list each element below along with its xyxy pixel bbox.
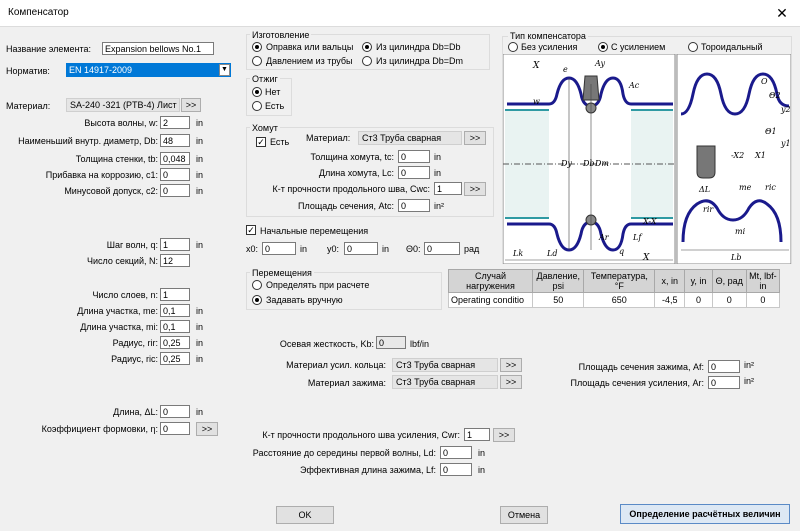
ric-label: Радиус, ric: — [111, 354, 158, 364]
diagram-label-lk: Lk — [513, 249, 524, 258]
wave-height-label: Высота волны, w: — [84, 118, 158, 128]
diagram-label-db: Db — [583, 159, 595, 168]
material-label: Материал: — [6, 101, 51, 111]
forming-coef-more-button[interactable]: >> — [196, 422, 218, 436]
type-none-radio[interactable] — [508, 42, 518, 52]
ring-material-label: Материал усил. кольца: — [286, 360, 386, 370]
bellows-diagram — [503, 54, 791, 264]
col-mt: Mt, lbf-in — [746, 270, 779, 293]
norm-label: Норматив: — [6, 66, 50, 76]
anneal-no-label: Нет — [265, 87, 281, 97]
type-none-label: Без усиления — [521, 42, 578, 52]
unit: in — [300, 244, 308, 254]
diagram-label-ar: Ar — [599, 233, 609, 242]
unit: in — [478, 465, 486, 475]
manufacturing-title: Изготовление — [252, 30, 310, 40]
element-name-input[interactable]: Expansion bellows No.1 — [102, 42, 214, 55]
delta-l-label: Длина, ΔL: — [113, 407, 158, 417]
forming-coef-input[interactable]: 0 — [160, 422, 190, 435]
type-reinforced-radio[interactable] — [598, 42, 608, 52]
unit: in² — [434, 201, 445, 211]
min-diameter-label: Наименьший внутр. диаметр, Db: — [18, 136, 158, 146]
element-name-label: Название элемента: — [6, 44, 92, 54]
layers-label: Число слоев, n: — [92, 290, 158, 300]
wall-thickness-input[interactable]: 0,048 — [160, 152, 190, 165]
sections-input[interactable]: 12 — [160, 254, 190, 267]
diagram-label-e: e — [563, 65, 568, 74]
layers-input[interactable]: 1 — [160, 288, 190, 301]
initial-moves-checkbox[interactable]: ✓ — [247, 225, 255, 235]
len-mi-input[interactable]: 0,1 — [160, 320, 190, 333]
anneal-title: Отжиг — [252, 74, 278, 84]
table-cell[interactable]: 0 — [685, 293, 712, 308]
diagram-label-me: me — [739, 183, 752, 192]
window-title: Компенсатор — [8, 7, 69, 18]
col-temperature: Температура, °F — [584, 270, 655, 293]
manuf-pipe-label: Давлением из трубы — [266, 56, 353, 66]
cyl-db-radio[interactable] — [362, 42, 372, 52]
collar-lc-label: Длина хомута, Lc: — [318, 168, 394, 178]
minus-tolerance-input[interactable]: 0 — [160, 184, 190, 197]
unit: in — [196, 136, 204, 146]
wave-height-input[interactable]: 2 — [160, 116, 190, 129]
col-pressure: Давление, psi — [533, 270, 584, 293]
len-me-input[interactable]: 0,1 — [160, 304, 190, 317]
collar-atc-label: Площадь сечения, Atc: — [298, 201, 394, 211]
manuf-mandrel-label: Оправка или вальцы — [266, 42, 354, 52]
unit: in — [196, 118, 204, 128]
cwr-input[interactable]: 1 — [464, 428, 490, 441]
collar-material-label: Материал: — [306, 133, 351, 143]
unit: in² — [744, 360, 755, 370]
ok-button[interactable]: OK — [276, 506, 334, 524]
diagram-label-o: O — [761, 77, 768, 86]
unit: in — [196, 322, 204, 332]
anneal-no-radio[interactable] — [252, 87, 262, 97]
unit: in² — [744, 376, 755, 386]
clamp-material-select[interactable]: Ст3 Труба сварная — [392, 375, 498, 389]
manuf-mandrel-radio[interactable] — [252, 42, 262, 52]
unit: рад — [464, 244, 480, 254]
rir-label: Радиус, rir: — [112, 338, 158, 348]
compensator-type-title: Тип компенсатора — [510, 31, 586, 41]
wall-thickness-label: Толщина стенки, tb: — [75, 154, 158, 164]
collar-atc-input[interactable]: 0 — [398, 199, 430, 212]
diagram-label-lb: Lb — [731, 253, 742, 262]
x0-label: x0: — [246, 244, 259, 254]
type-toroidal-radio[interactable] — [688, 42, 698, 52]
diagram-label-theta1: Θ1 — [765, 127, 777, 136]
moves-compute-radio[interactable] — [252, 280, 262, 290]
corrosion-input[interactable]: 0 — [160, 168, 190, 181]
table-row[interactable] — [449, 293, 780, 308]
theta0-input[interactable]: 0 — [424, 242, 460, 255]
forming-coef-label: Коэффициент формовки, η: — [41, 424, 158, 434]
x0-input[interactable]: 0 — [262, 242, 296, 255]
initial-moves-label: Начальные перемещения — [260, 226, 369, 236]
anneal-yes-label: Есть — [265, 101, 285, 111]
lf-label: Эффективная длина зажима, Lf: — [300, 465, 436, 475]
collar-cwc-more-button[interactable]: >> — [464, 182, 486, 196]
ar-input[interactable]: 0 — [708, 376, 740, 389]
y0-label: y0: — [327, 244, 340, 254]
unit: in — [382, 244, 390, 254]
corrosion-label: Прибавка на коррозию, c1: — [45, 170, 158, 180]
table-cell[interactable]: -4,5 — [655, 293, 685, 308]
unit: in — [434, 152, 442, 162]
diagram-label-ay: Ay — [595, 59, 605, 68]
collar-material-select[interactable]: Ст3 Труба сварная — [358, 131, 462, 145]
unit: lbf/in — [410, 339, 430, 349]
stiffness-input: 0 — [376, 336, 406, 349]
collar-lc-input[interactable]: 0 — [398, 166, 430, 179]
collar-title: Хомут — [252, 123, 278, 133]
manuf-pipe-radio[interactable] — [252, 56, 262, 66]
cyl-dm-radio[interactable] — [362, 56, 372, 66]
cyl-db-label: Из цилиндра Db=Db — [376, 42, 461, 52]
unit: in — [478, 448, 486, 458]
diagram-label-dy: Dy — [561, 159, 572, 168]
ric-input[interactable]: 0,25 — [160, 352, 190, 365]
cancel-button[interactable]: Отмена — [500, 506, 548, 524]
theta0-label: Θ0: — [406, 244, 421, 254]
diagram-label-ac: Ac — [629, 81, 640, 90]
unit: in — [196, 186, 204, 196]
diagram-label-q: q — [619, 247, 625, 256]
compute-values-button[interactable]: Определение расчётных величин — [620, 504, 790, 524]
diagram-label-rir: rir — [703, 205, 714, 214]
ld-input[interactable]: 0 — [440, 446, 472, 459]
collar-tc-label: Толщина хомута, tc: — [310, 152, 394, 162]
len-mi-label: Длина участка, mi: — [80, 322, 158, 332]
title-bar — [0, 0, 800, 27]
diagram-label-ric: ric — [765, 183, 776, 192]
diagram-label-xx: X-X — [643, 217, 657, 226]
collar-material-more-button[interactable]: >> — [464, 131, 486, 145]
ring-material-select[interactable]: Ст3 Труба сварная — [392, 358, 498, 372]
type-reinforced-label: С усилением — [611, 42, 666, 52]
chevron-down-icon[interactable]: ▼ — [219, 64, 230, 76]
cyl-dm-label: Из цилиндра Db=Dm — [376, 56, 464, 66]
diagram-label-mi: mi — [735, 227, 746, 236]
load-cases-table-wrap — [448, 269, 780, 308]
diagram-label-x2: X — [643, 253, 650, 263]
table-cell[interactable]: 0 — [712, 293, 746, 308]
col-case: Случай нагружения — [449, 270, 533, 293]
table-cell[interactable]: 650 — [584, 293, 655, 308]
rir-input[interactable]: 0,25 — [160, 336, 190, 349]
collar-checkbox[interactable]: ✓ — [257, 137, 265, 147]
unit: in — [196, 407, 204, 417]
anneal-yes-radio[interactable] — [252, 101, 262, 111]
diagram-label-theta2: Θ2 — [769, 91, 781, 100]
collar-has-label: Есть — [270, 137, 290, 147]
min-diameter-input[interactable]: 48 — [160, 134, 190, 147]
delta-l-input[interactable]: 0 — [160, 405, 190, 418]
table-header-row — [449, 270, 780, 293]
diagram-label-ld: Ld — [547, 249, 558, 258]
clamp-material-label: Материал зажима: — [307, 378, 386, 388]
diagram-label-dl: ΔL — [699, 185, 711, 194]
len-me-label: Длина участка, me: — [77, 306, 158, 316]
cwr-more-button[interactable]: >> — [493, 428, 515, 442]
ring-material-more-button[interactable]: >> — [500, 358, 522, 372]
unit: in — [196, 240, 204, 250]
collar-tc-input[interactable]: 0 — [398, 150, 430, 163]
table-cell[interactable]: 0 — [746, 293, 779, 308]
moves-manual-label: Задавать вручную — [266, 295, 343, 305]
pitch-label: Шаг волн, q: — [106, 240, 158, 250]
unit: in — [434, 168, 442, 178]
table-cell[interactable]: Operating conditio — [449, 293, 533, 308]
diagram-label-y1: y1 — [781, 139, 791, 148]
clamp-material-more-button[interactable]: >> — [500, 375, 522, 389]
cwr-label: К-т прочности продольного шва усиления, Cwr: — [262, 430, 460, 440]
stiffness-label: Осевая жесткость, Kb: — [279, 339, 374, 349]
diagram-label-x2neg: -X2 — [731, 151, 745, 160]
close-icon[interactable]: ✕ — [776, 5, 788, 21]
ld-label: Расстояние до середины первой волны, Ld: — [252, 448, 436, 458]
load-cases-table — [448, 269, 780, 308]
moves-compute-label: Определять при расчете — [266, 280, 370, 290]
unit: in — [196, 354, 204, 364]
diagram-label-lf: Lf — [633, 233, 642, 242]
af-input[interactable]: 0 — [708, 360, 740, 373]
sections-label: Число секций, N: — [86, 256, 158, 266]
col-y: y, in — [685, 270, 712, 293]
minus-tolerance-label: Минусовой допуск, c2: — [64, 186, 158, 196]
ar-label: Площадь сечения усиления, Ar: — [570, 378, 704, 388]
collar-cwc-input[interactable]: 1 — [434, 182, 462, 195]
moves-manual-radio[interactable] — [252, 295, 262, 305]
type-toroidal-label: Тороидальный — [701, 42, 763, 52]
col-theta: Θ, рад — [712, 270, 746, 293]
collar-cwc-label: К-т прочности продольного шва, Cwc: — [272, 184, 430, 194]
col-x: x, in — [655, 270, 685, 293]
af-label: Площадь сечения зажима, Af: — [578, 362, 704, 372]
diagram-label-x1: X1 — [755, 151, 766, 160]
unit: in — [196, 306, 204, 316]
diagram-label-dm: Dm — [595, 159, 609, 168]
material-more-button[interactable]: >> — [181, 98, 201, 112]
moves-title: Перемещения — [252, 268, 312, 278]
table-cell[interactable]: 50 — [533, 293, 584, 308]
diagram-label-x: X — [533, 61, 540, 71]
unit: in — [196, 170, 204, 180]
unit: in — [196, 338, 204, 348]
pitch-input[interactable]: 1 — [160, 238, 190, 251]
unit: in — [196, 154, 204, 164]
norm-select[interactable]: EN 14917-2009 — [66, 63, 231, 77]
material-select[interactable]: SA-240 -321 (PTB-4) Лист — [66, 98, 180, 112]
diagram-label-w: w — [533, 97, 540, 106]
diagram-label-y2: y2 — [781, 105, 791, 114]
lf-input[interactable]: 0 — [440, 463, 472, 476]
y0-input[interactable]: 0 — [344, 242, 378, 255]
